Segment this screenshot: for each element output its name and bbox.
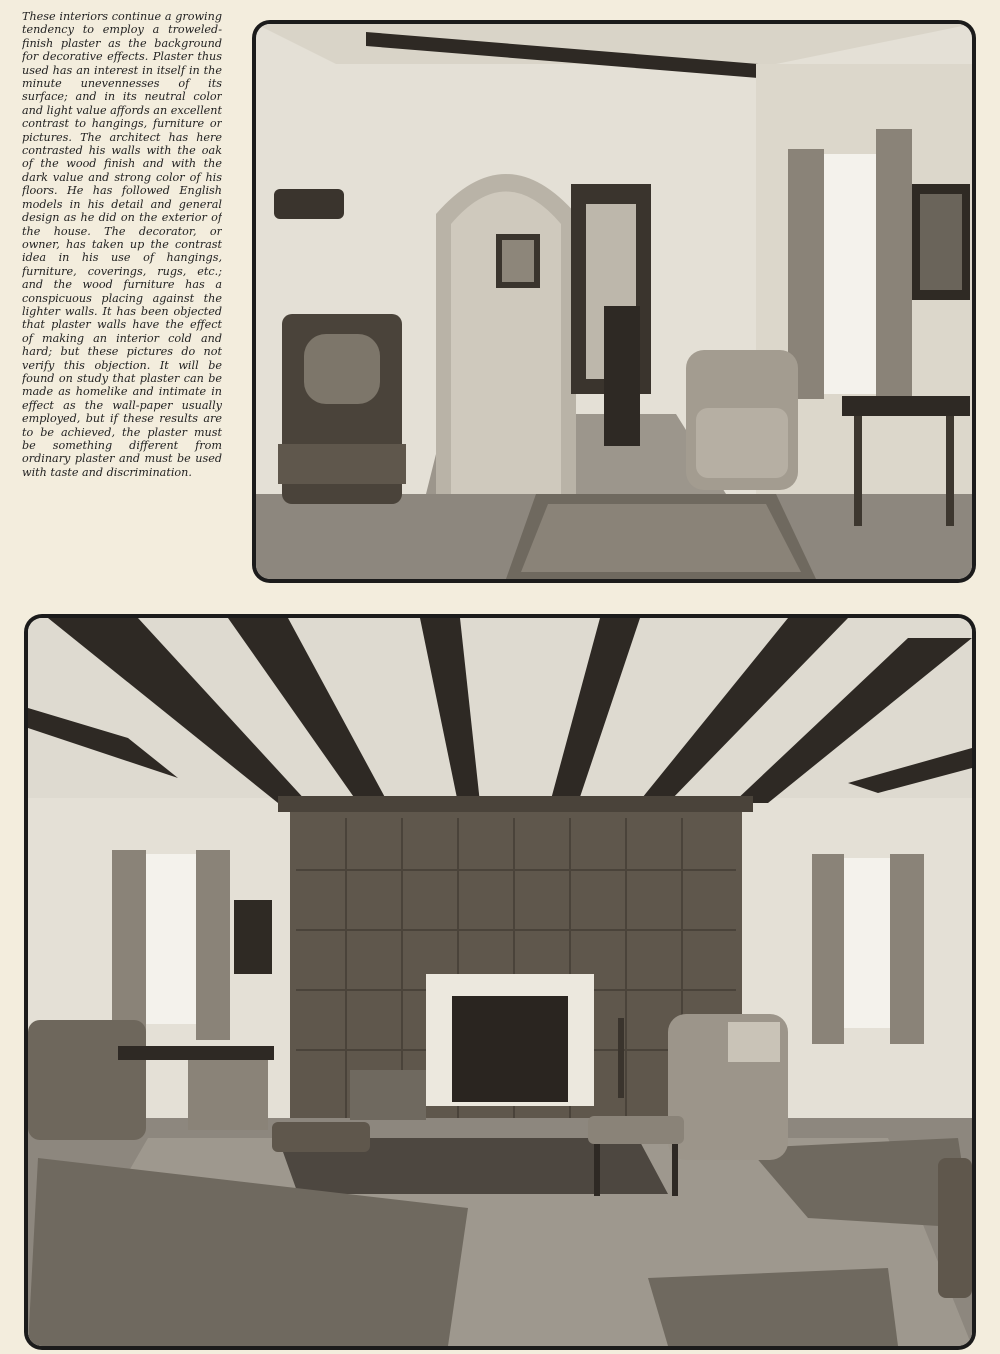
hallway-illustration [256,24,972,579]
hall-chair [604,306,640,446]
photo-hallway [252,20,976,583]
console-table [118,1046,274,1060]
photo-living-room [24,614,976,1350]
curtain-right [812,854,844,1044]
sofa-left [28,1020,146,1140]
curtain-left [112,850,146,1040]
wall-sconce [274,189,344,219]
window-right [838,858,894,1028]
curtain-right [876,129,912,399]
log-basket [350,1070,426,1120]
window-left [140,854,202,1024]
fireplace-opening [452,996,568,1102]
living-room-illustration [28,618,972,1346]
footstool-right [588,1116,684,1144]
fire-tools [618,1018,624,1098]
caption-text: These interiors continue a growing tendency to employ a troweled-finish plaster as the background for decorative effects. Plaster thus used has an interest in itself in the minute unevennesses of its surface; and in its neutral color and light value affords an excellent contrast to hangings, furniture or pictures. The architect has here contrasted his walls with the oak of the wood finish and with the dark value and strong color of his floors. He has followed English models in his detail and general design as he did on the exterior of the house. The decorator, or owner, has taken up the contrast idea in his use of hangings, furniture, coverings, rugs, etc.; and the wood furniture has a conspicuous placing against the lighter walls. It has been objected that plaster walls have the effect of making an interior cold and hard; but these pictures do not verify this objection. It will be found on study that plaster can be made as homelike and intimate in effect as the wall-paper usually employed, but if these results are to be achieved, the plaster must be something different from ordinary plaster and must be used with taste and discrimination. [22,10,222,479]
console-table [842,396,970,416]
framed-picture [234,900,272,974]
footstool-left [272,1122,370,1152]
